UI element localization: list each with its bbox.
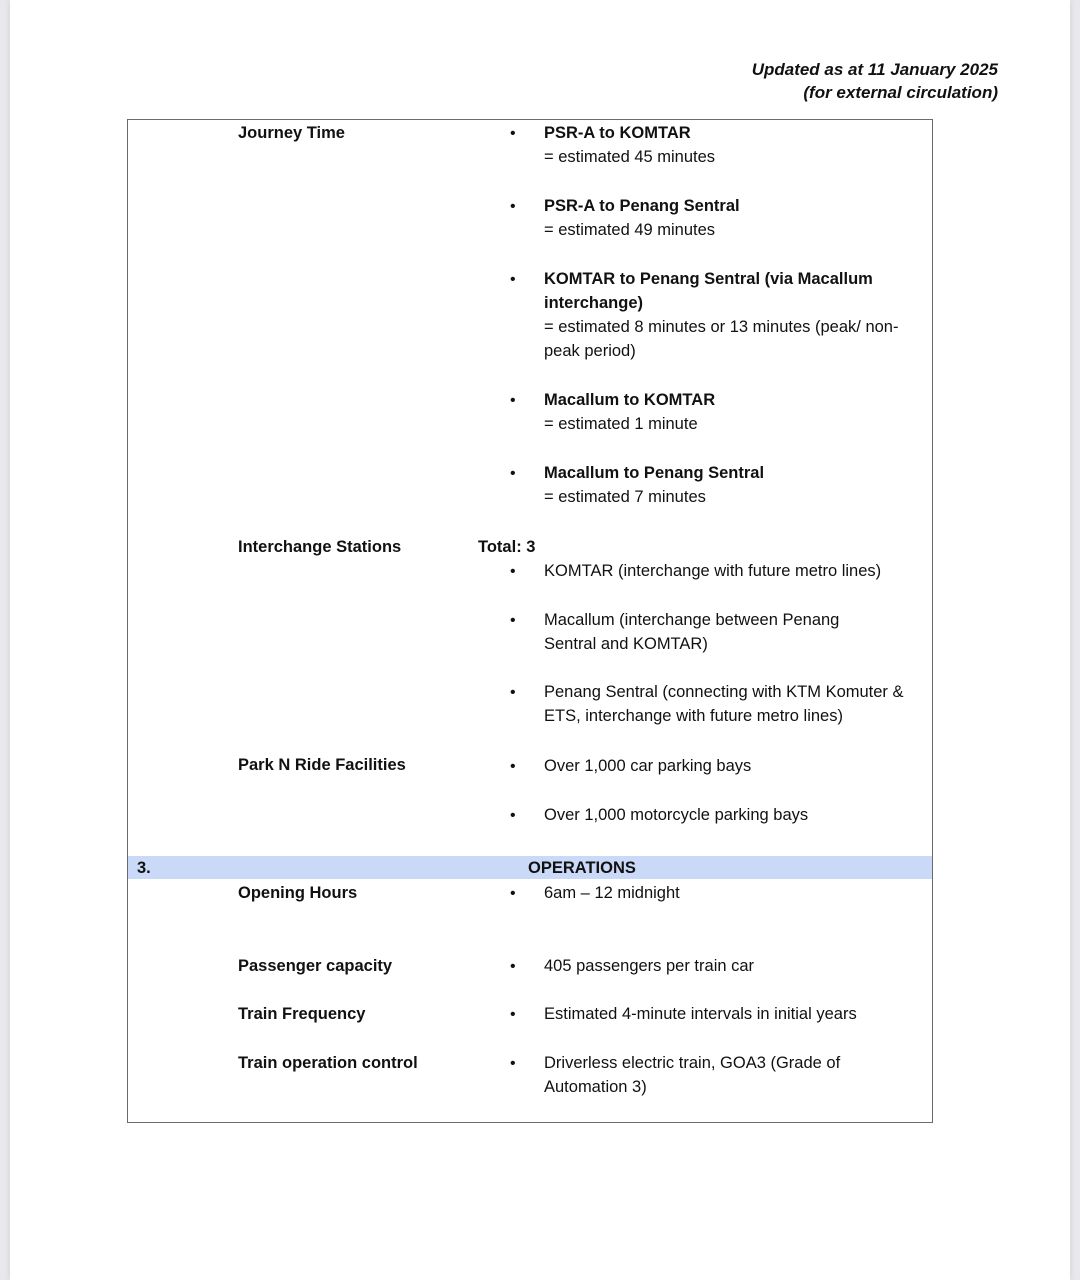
list-item: Macallum to KOMTAR = estimated 1 minute: [544, 391, 716, 433]
capacity-value: 405 passengers per train car: [544, 957, 755, 975]
journey-time-label: Journey Time: [238, 124, 345, 142]
list-item: Macallum to Penang Sentral = estimated 7 minutes: [544, 464, 765, 506]
control-value: Driverless electric train, GOA3 (Grade of Automation 3): [544, 1054, 841, 1096]
list-item: KOMTAR (interchange with future metro lines): [544, 562, 882, 580]
bullet-icon: •: [510, 807, 516, 824]
frequency-value: Estimated 4-minute intervals in initial years: [544, 1005, 857, 1023]
list-item: Penang Sentral (connecting with KTM Komuter & ETS, interchange with future metro lines): [544, 683, 904, 725]
opening-hours-value: 6am – 12 midnight: [544, 884, 680, 902]
bullet-icon: •: [510, 1006, 516, 1023]
list-item: Macallum (interchange between Penang Sentral and KOMTAR): [544, 611, 840, 653]
opening-hours-label: Opening Hours: [238, 884, 358, 902]
list-item: PSR-A to KOMTAR = estimated 45 minutes: [544, 124, 716, 166]
bullet-icon: •: [510, 392, 516, 409]
bullet-icon: •: [510, 684, 516, 701]
list-item: Over 1,000 car parking bays: [544, 757, 752, 775]
bullet-icon: •: [510, 958, 516, 975]
bullet-icon: •: [510, 885, 516, 902]
bullet-icon: •: [510, 612, 516, 629]
capacity-label: Passenger capacity: [238, 957, 393, 975]
section-title: OPERATIONS: [528, 859, 636, 877]
list-item: KOMTAR to Penang Sentral (via Macallum interchange) = estimated 8 minutes or 13 minutes (peak/ non-peak period): [544, 270, 899, 360]
bullet-icon: •: [510, 563, 516, 580]
bullet-icon: •: [510, 125, 516, 142]
bullet-icon: •: [510, 1055, 516, 1072]
circulation-note: (for external circulation): [803, 83, 998, 102]
control-label: Train operation control: [238, 1054, 418, 1072]
updated-date: Updated as at 11 January 2025: [751, 60, 998, 79]
section-number: 3.: [137, 859, 151, 877]
bullet-icon: •: [510, 465, 516, 482]
frequency-label: Train Frequency: [238, 1005, 366, 1023]
interchange-label: Interchange Stations: [238, 538, 402, 556]
bullet-icon: •: [510, 758, 516, 775]
bullet-icon: •: [510, 271, 516, 288]
update-note: [752, 58, 998, 104]
bullet-icon: •: [510, 198, 516, 215]
interchange-total: Total: 3: [478, 538, 536, 556]
park-ride-label: Park N Ride Facilities: [238, 756, 406, 774]
list-item: Over 1,000 motorcycle parking bays: [544, 806, 809, 824]
list-item: PSR-A to Penang Sentral = estimated 49 minutes: [544, 197, 740, 239]
